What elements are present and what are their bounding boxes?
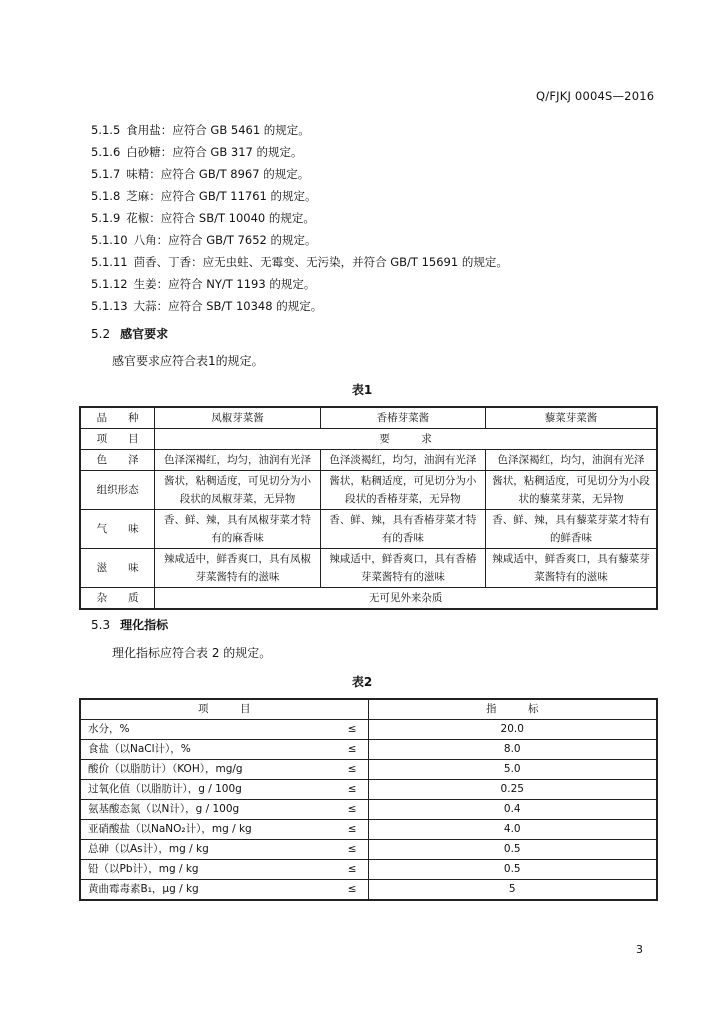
table-cell: 20.0 bbox=[368, 720, 657, 740]
table-cell: ≤ 水分，% bbox=[80, 720, 368, 740]
table-row bbox=[80, 860, 657, 880]
section-5-3-paragraph: 理化指标应符合表 2 的规定。 bbox=[112, 646, 272, 660]
table-row bbox=[80, 760, 657, 780]
table-row bbox=[80, 800, 657, 820]
table-cell: 5.0 bbox=[368, 760, 657, 780]
table-cell: 0.5 bbox=[368, 860, 657, 880]
table-row bbox=[80, 780, 657, 800]
table-cell: ≤ 总砷（以As计），mg / kg bbox=[80, 840, 368, 860]
table-cell: 无可见外来杂质 bbox=[155, 588, 657, 610]
table-cell: 酱状，粘稠适度，可见切分为小段 状的藜菜芽菜，无异物 bbox=[486, 471, 657, 510]
table-row bbox=[80, 471, 657, 510]
table-cell: 色泽深褐红，均匀，油润有光泽 bbox=[155, 450, 320, 471]
table-cell: 要 求 bbox=[155, 429, 657, 450]
table-cell: ≤ 食盐（以NaCl计），% bbox=[80, 740, 368, 760]
table-cell: 酱状，粘稠适度，可见切分为小 段状的凤椒芽菜，无异物 bbox=[155, 471, 320, 510]
table-cell: 色泽深褐红，均匀，油润有光泽 bbox=[486, 450, 657, 471]
table-cell: 4.0 bbox=[368, 820, 657, 840]
section-heading-5-2: 5.2 感官要求 bbox=[91, 327, 169, 341]
table-row bbox=[80, 880, 657, 901]
table-cell: 滋 味 bbox=[80, 549, 155, 588]
table-cell: 组织形态 bbox=[80, 471, 155, 510]
table-cell: ≤ 黄曲霉毒素B₁，μg / kg bbox=[80, 880, 368, 901]
table-row bbox=[80, 549, 657, 588]
table-row bbox=[80, 407, 657, 429]
table-cell: 色 泽 bbox=[80, 450, 155, 471]
document-number: Q/FJKJ 0004S—2016 bbox=[536, 89, 655, 103]
table-cell: 藜菜芽菜酱 bbox=[486, 407, 657, 429]
table-row bbox=[80, 840, 657, 860]
table-cell: 香、鲜、辣，具有凤椒芽菜才特 有的麻香味 bbox=[155, 510, 320, 549]
clause-line: 5.1.12 生姜：应符合 NY/T 1193 的规定。 bbox=[91, 277, 316, 291]
table-cell: 色泽淡褐红，均匀，油润有光泽 bbox=[320, 450, 485, 471]
table2-caption: 表2 bbox=[351, 675, 373, 689]
table-cell: ≤ 氨基酸态氮（以N计），g / 100g bbox=[80, 800, 368, 820]
clause-line: 5.1.8 芝麻：应符合 GB/T 11761 的规定。 bbox=[91, 189, 317, 203]
table-row bbox=[80, 699, 657, 720]
table-cell: 辣咸适中，鲜香爽口，具有凤椒 芽菜酱特有的滋味 bbox=[155, 549, 320, 588]
page-number: 3 bbox=[636, 943, 643, 956]
table-cell: 8.0 bbox=[368, 740, 657, 760]
clause-line: 5.1.13 大蒜：应符合 SB/T 10348 的规定。 bbox=[91, 299, 323, 313]
table-cell: 香、鲜、辣，具有香椿芽菜才特 有的香味 bbox=[320, 510, 485, 549]
table-cell: 项 目 bbox=[80, 429, 155, 450]
table-cell: 气 味 bbox=[80, 510, 155, 549]
table-cell: 香、鲜、辣，具有藜菜芽菜才特有 的鲜香味 bbox=[486, 510, 657, 549]
table-row bbox=[80, 740, 657, 760]
table-cell: 酱状，粘稠适度，可见切分为小 段状的香椿芽菜，无异物 bbox=[320, 471, 485, 510]
table-cell: 辣咸适中，鲜香爽口，具有藜菜芽 菜酱特有的滋味 bbox=[486, 549, 657, 588]
table-cell: 指 标 bbox=[368, 699, 657, 720]
section-5-2-paragraph: 感官要求应符合表1的规定。 bbox=[112, 354, 264, 368]
table-row bbox=[80, 450, 657, 471]
clause-line: 5.1.7 味精：应符合 GB/T 8967 的规定。 bbox=[91, 167, 310, 181]
table-cell: 0.4 bbox=[368, 800, 657, 820]
table1-caption: 表1 bbox=[351, 383, 373, 397]
section-heading-5-3: 5.3 理化指标 bbox=[91, 618, 169, 632]
table-cell: ≤ 过氧化值（以脂肪计），g / 100g bbox=[80, 780, 368, 800]
physicochemical-indicators-table bbox=[79, 698, 658, 901]
sensory-requirements-table bbox=[79, 406, 658, 610]
table-cell: 品 种 bbox=[80, 407, 155, 429]
table-cell: 0.5 bbox=[368, 840, 657, 860]
table-cell: ≤ 酸价（以脂肪计）（KOH），mg/g bbox=[80, 760, 368, 780]
table-cell: 5 bbox=[368, 880, 657, 901]
table-cell: 香椿芽菜酱 bbox=[320, 407, 485, 429]
table-cell: 凤椒芽菜酱 bbox=[155, 407, 320, 429]
table-row bbox=[80, 588, 657, 610]
clause-line: 5.1.9 花椒：应符合 SB/T 10040 的规定。 bbox=[91, 211, 315, 225]
table-cell: 0.25 bbox=[368, 780, 657, 800]
table-row bbox=[80, 720, 657, 740]
table-cell: ≤ 铅（以Pb计），mg / kg bbox=[80, 860, 368, 880]
clause-line: 5.1.5 食用盐：应符合 GB 5461 的规定。 bbox=[91, 123, 310, 137]
table-cell: 杂 质 bbox=[80, 588, 155, 610]
table-cell: 辣咸适中，鲜香爽口，具有香椿 芽菜酱特有的滋味 bbox=[320, 549, 485, 588]
clause-line: 5.1.10 八角：应符合 GB/T 7652 的规定。 bbox=[91, 233, 317, 247]
table-cell: ≤ 亚硝酸盐（以NaNO₂计），mg / kg bbox=[80, 820, 368, 840]
clause-line: 5.1.6 白砂糖：应符合 GB 317 的规定。 bbox=[91, 145, 303, 159]
table-row bbox=[80, 820, 657, 840]
clause-line: 5.1.11 茴香、丁香：应无虫蛀、无霉变、无污染，并符合 GB/T 15691 的规定。 bbox=[91, 255, 508, 269]
table-row bbox=[80, 510, 657, 549]
table-row bbox=[80, 429, 657, 450]
table-cell: 项 目 bbox=[80, 699, 368, 720]
